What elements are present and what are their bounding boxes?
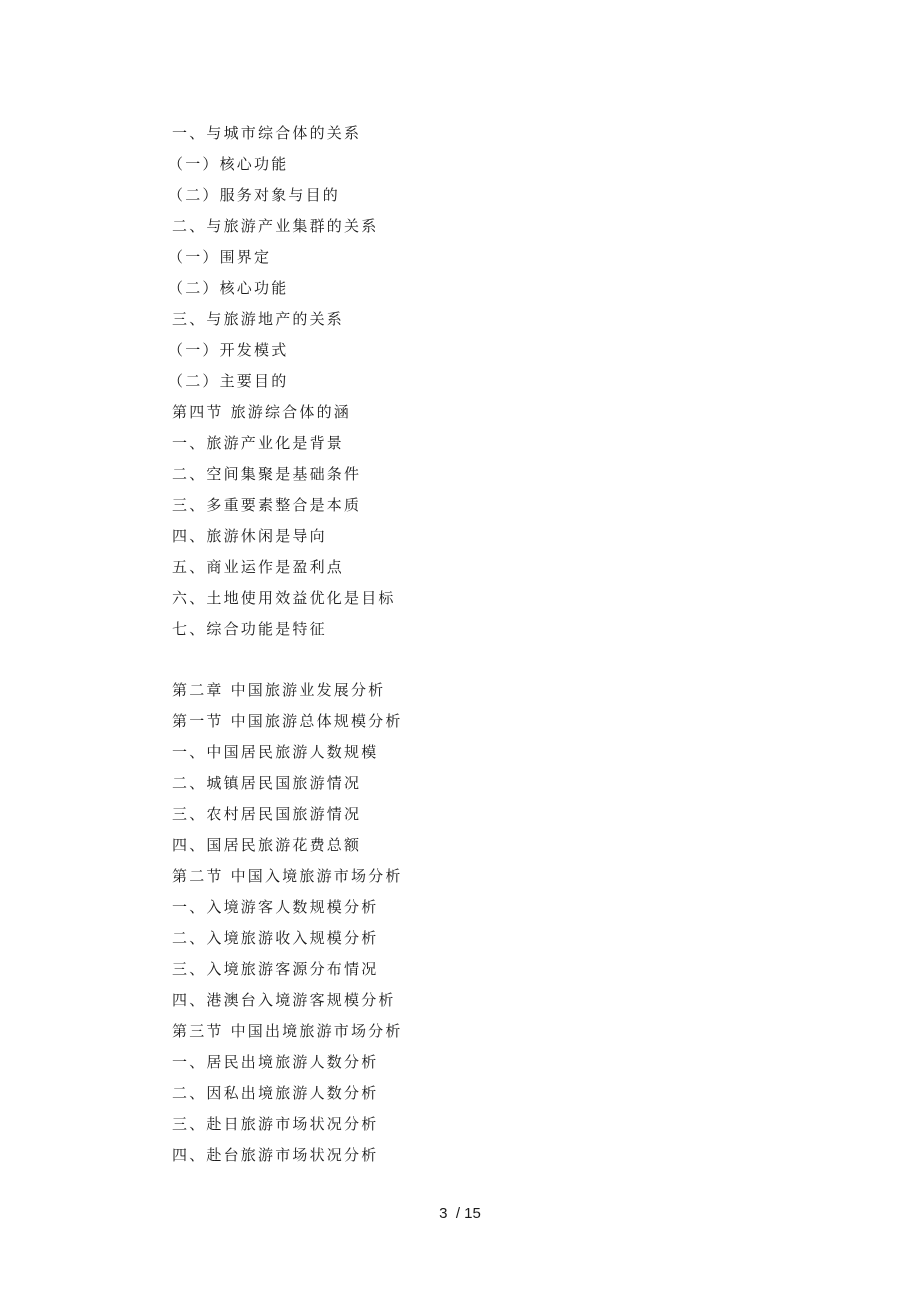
toc-entry: 一、旅游产业化是背景	[172, 434, 345, 452]
toc-entry: （一）核心功能	[168, 155, 289, 173]
toc-entry: （二）核心功能	[168, 279, 289, 297]
toc-entry: 一、居民出境旅游人数分析	[172, 1053, 379, 1071]
page-number: 3 / 15	[439, 1205, 481, 1222]
table-of-contents	[168, 118, 772, 1171]
toc-entry: 七、综合功能是特征	[172, 620, 327, 638]
toc-block-1	[168, 118, 772, 645]
toc-entry: 第二节 中国入境旅游市场分析	[172, 867, 403, 885]
toc-section-gap	[172, 645, 772, 675]
toc-entry: （二）主要目的	[168, 372, 289, 390]
toc-entry: 二、与旅游产业集群的关系	[172, 217, 379, 235]
toc-entry: 三、与旅游地产的关系	[172, 310, 345, 328]
toc-entry: 一、中国居民旅游人数规模	[172, 743, 379, 761]
toc-entry: 四、赴台旅游市场状况分析	[172, 1146, 379, 1164]
toc-entry: 三、农村居民国旅游情况	[172, 805, 362, 823]
toc-entry: 第三节 中国出境旅游市场分析	[172, 1022, 403, 1040]
toc-entry: 四、旅游休闲是导向	[172, 527, 327, 545]
toc-entry: （一）开发模式	[168, 341, 289, 359]
toc-entry: 六、土地使用效益优化是目标	[172, 589, 396, 607]
toc-entry: 一、与城市综合体的关系	[172, 124, 362, 142]
toc-entry: （二）服务对象与目的	[168, 186, 341, 204]
toc-entry: 二、入境旅游收入规模分析	[172, 929, 379, 947]
toc-entry: 二、空间集聚是基础条件	[172, 465, 362, 483]
toc-entry: 四、国居民旅游花费总额	[172, 836, 362, 854]
toc-entry: （一）围界定	[168, 248, 272, 266]
toc-entry: 三、多重要素整合是本质	[172, 496, 362, 514]
toc-entry: 三、赴日旅游市场状况分析	[172, 1115, 379, 1133]
toc-entry: 第一节 中国旅游总体规模分析	[172, 712, 403, 730]
toc-entry: 四、港澳台入境游客规模分析	[172, 991, 396, 1009]
toc-entry: 二、城镇居民国旅游情况	[172, 774, 362, 792]
toc-entry: 第四节 旅游综合体的涵	[172, 403, 351, 421]
toc-entry: 三、入境旅游客源分布情况	[172, 960, 379, 978]
toc-entry: 第二章 中国旅游业发展分析	[172, 681, 386, 699]
toc-entry: 五、商业运作是盈利点	[172, 558, 345, 576]
toc-entry: 一、入境游客人数规模分析	[172, 898, 379, 916]
toc-block-2	[172, 675, 772, 1171]
toc-entry: 二、因私出境旅游人数分析	[172, 1084, 379, 1102]
